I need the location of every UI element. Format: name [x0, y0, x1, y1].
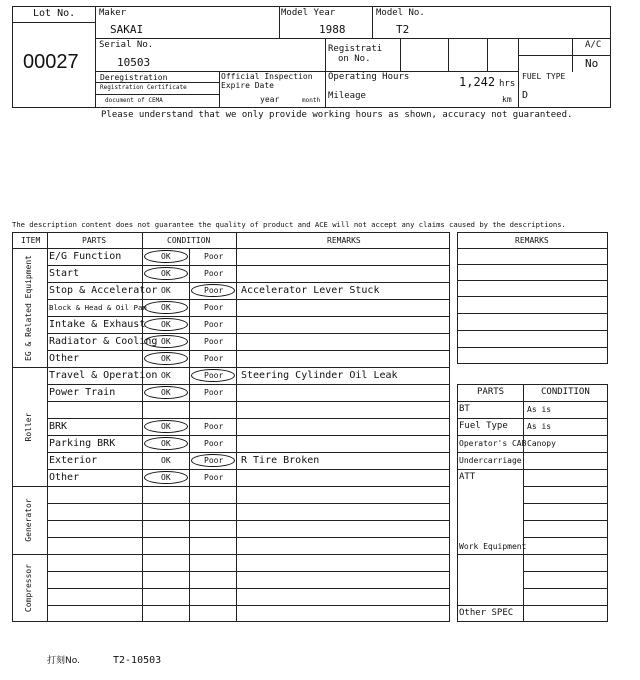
mileage-label: Mileage	[328, 91, 366, 101]
lot-label: Lot No.	[33, 8, 76, 19]
model-no-value: T2	[396, 23, 410, 36]
poor-selected-circle	[191, 454, 235, 467]
part-label: Exterior	[49, 455, 98, 466]
ok-option[interactable]: OK	[161, 439, 171, 448]
deregistration-label: Deregistration	[100, 73, 168, 82]
ok-selected-circle	[144, 267, 188, 280]
right-part-undercarriage: Undercarriage	[459, 456, 522, 465]
inspection-label-2: Expire Date	[221, 81, 274, 90]
poor-option[interactable]: Poor	[204, 320, 224, 329]
condition-header: CONDITION	[167, 236, 211, 245]
remark-text: Accelerator Lever Stuck	[241, 285, 380, 296]
row-divider	[47, 299, 450, 300]
operating-hours-value: 1,242	[459, 75, 496, 89]
ok-selected-circle	[144, 420, 188, 433]
fuel-type-value: D	[522, 90, 529, 101]
row-divider	[47, 520, 450, 521]
cema-doc-label: document of CEMA	[105, 97, 163, 104]
part-label: Block & Head & Oil Pan	[49, 303, 147, 312]
ok-selected-circle	[144, 386, 188, 399]
ok-option[interactable]: OK	[161, 473, 171, 482]
poor-option[interactable]: Poor	[204, 456, 224, 465]
ac-value: No	[585, 57, 599, 70]
row-divider	[47, 605, 450, 606]
ok-option[interactable]: OK	[161, 286, 171, 295]
right-cond-bt: As is	[527, 405, 552, 414]
model-year-value: 1988	[319, 23, 346, 36]
right-remarks-header: REMARKS	[515, 236, 549, 245]
poor-selected-circle	[191, 284, 235, 297]
row-divider	[47, 401, 450, 402]
reg-cert-label: Registration Certificate	[100, 84, 187, 91]
remark-text: Steering Cylinder Oil Leak	[241, 370, 398, 381]
part-label: Start	[49, 268, 80, 279]
part-label: Parking BRK	[49, 438, 116, 449]
ok-option[interactable]: OK	[161, 354, 171, 363]
row-divider	[47, 265, 450, 266]
description-note: The description content does not guarantee the quality of product and ACE will not accept any claims caused by the descriptions.	[12, 220, 566, 229]
ok-selected-circle	[144, 250, 188, 263]
footer-label: 打刻No.	[47, 656, 80, 666]
inspection-label: Official Inspection	[221, 72, 313, 81]
poor-selected-circle	[191, 369, 235, 382]
right-condition-header: CONDITION	[541, 387, 590, 397]
row-divider	[47, 469, 450, 470]
row-divider	[47, 452, 450, 453]
poor-option[interactable]: Poor	[204, 439, 224, 448]
ok-selected-circle	[144, 318, 188, 331]
poor-option[interactable]: Poor	[204, 354, 224, 363]
right-part-att: ATT	[459, 472, 476, 482]
registration-label-2: on No.	[338, 54, 371, 64]
row-divider	[47, 350, 450, 351]
row-divider	[47, 435, 450, 436]
ok-selected-circle	[144, 352, 188, 365]
ok-option[interactable]: OK	[161, 337, 171, 346]
row-divider	[47, 503, 450, 504]
serial-value: 10503	[117, 56, 151, 69]
section-label: Compressor	[24, 563, 33, 613]
poor-option[interactable]: Poor	[204, 252, 224, 261]
operating-hours-label: Operating Hours	[328, 72, 410, 82]
poor-option[interactable]: Poor	[204, 337, 224, 346]
poor-option[interactable]: Poor	[204, 473, 224, 482]
remark-text: R Tire Broken	[241, 455, 320, 466]
section-label: Generator	[24, 498, 33, 542]
ok-option[interactable]: OK	[161, 320, 171, 329]
right-cond-operator-cab: Canopy	[527, 439, 556, 448]
part-label: Other	[49, 472, 80, 483]
section-label: EG & Related Equipment	[24, 254, 33, 361]
month-label: month	[302, 97, 321, 104]
ok-selected-circle	[144, 471, 188, 484]
row-divider	[47, 418, 450, 419]
disclaimer-note: Please understand that we only provide working hours as shown, accuracy not guaranteed.	[101, 110, 573, 120]
ac-label: A/C	[585, 40, 602, 50]
row-divider	[47, 384, 450, 385]
year-label: year	[260, 95, 280, 104]
registration-label: Registrati	[328, 44, 383, 54]
row-divider	[47, 588, 450, 589]
footer-value: T2-10503	[113, 655, 162, 666]
row-divider	[47, 537, 450, 538]
right-part-operator-cab: Operator's CAB	[459, 439, 527, 448]
row-divider	[47, 333, 450, 334]
right-part-fuel-type: Fuel Type	[459, 421, 508, 431]
item-header: ITEM	[21, 236, 41, 245]
row-divider	[47, 282, 450, 283]
poor-option[interactable]: Poor	[204, 269, 224, 278]
maker-value: SAKAI	[110, 23, 144, 36]
remarks-header: REMARKS	[327, 236, 361, 245]
part-label: Power Train	[49, 387, 116, 398]
part-label: Other	[49, 353, 80, 364]
section-label: Roller	[24, 412, 33, 441]
part-label: E/G Function	[49, 251, 122, 262]
poor-option[interactable]: Poor	[204, 286, 224, 295]
serial-label: Serial No.	[99, 40, 154, 50]
part-label: Travel & Operation	[49, 370, 158, 381]
poor-option[interactable]: Poor	[204, 371, 224, 380]
part-label: Intake & Exhaust	[49, 319, 146, 330]
ok-option[interactable]: OK	[161, 371, 171, 380]
ok-option[interactable]: OK	[161, 269, 171, 278]
part-label: Stop & Accelerator	[49, 285, 158, 296]
right-part-work-equipment: Work Equipment	[459, 542, 527, 551]
row-divider	[47, 571, 450, 572]
right-parts-header: PARTS	[477, 387, 505, 397]
model-year-label: Model Year	[281, 8, 336, 18]
right-part-other-spec: Other SPEC	[459, 608, 514, 618]
part-label: BRK	[49, 421, 68, 432]
row-divider	[47, 316, 450, 317]
km-unit: km	[502, 95, 512, 104]
model-no-label: Model No.	[376, 8, 425, 18]
poor-option[interactable]: Poor	[204, 422, 224, 431]
ok-option[interactable]: OK	[161, 388, 171, 397]
section-divider	[12, 554, 450, 555]
fuel-type-label: FUEL TYPE	[522, 72, 566, 81]
right-cond-fuel-type: As is	[527, 422, 552, 431]
ok-selected-circle	[144, 335, 188, 348]
parts-header: PARTS	[82, 236, 107, 245]
ok-selected-circle	[144, 301, 188, 314]
part-label: Radiator & Cooling	[49, 336, 158, 347]
right-part-bt: BT	[459, 404, 470, 414]
ok-selected-circle	[144, 437, 188, 450]
lot-number: 00027	[23, 51, 79, 73]
ok-option[interactable]: OK	[161, 422, 171, 431]
section-divider	[12, 367, 450, 368]
hrs-unit: hrs	[499, 79, 516, 89]
maker-label: Maker	[99, 8, 127, 18]
ok-option[interactable]: OK	[161, 252, 171, 261]
ok-option[interactable]: OK	[161, 303, 171, 312]
ok-option[interactable]: OK	[161, 456, 171, 465]
poor-option[interactable]: Poor	[204, 388, 224, 397]
poor-option[interactable]: Poor	[204, 303, 224, 312]
section-divider	[12, 486, 450, 487]
